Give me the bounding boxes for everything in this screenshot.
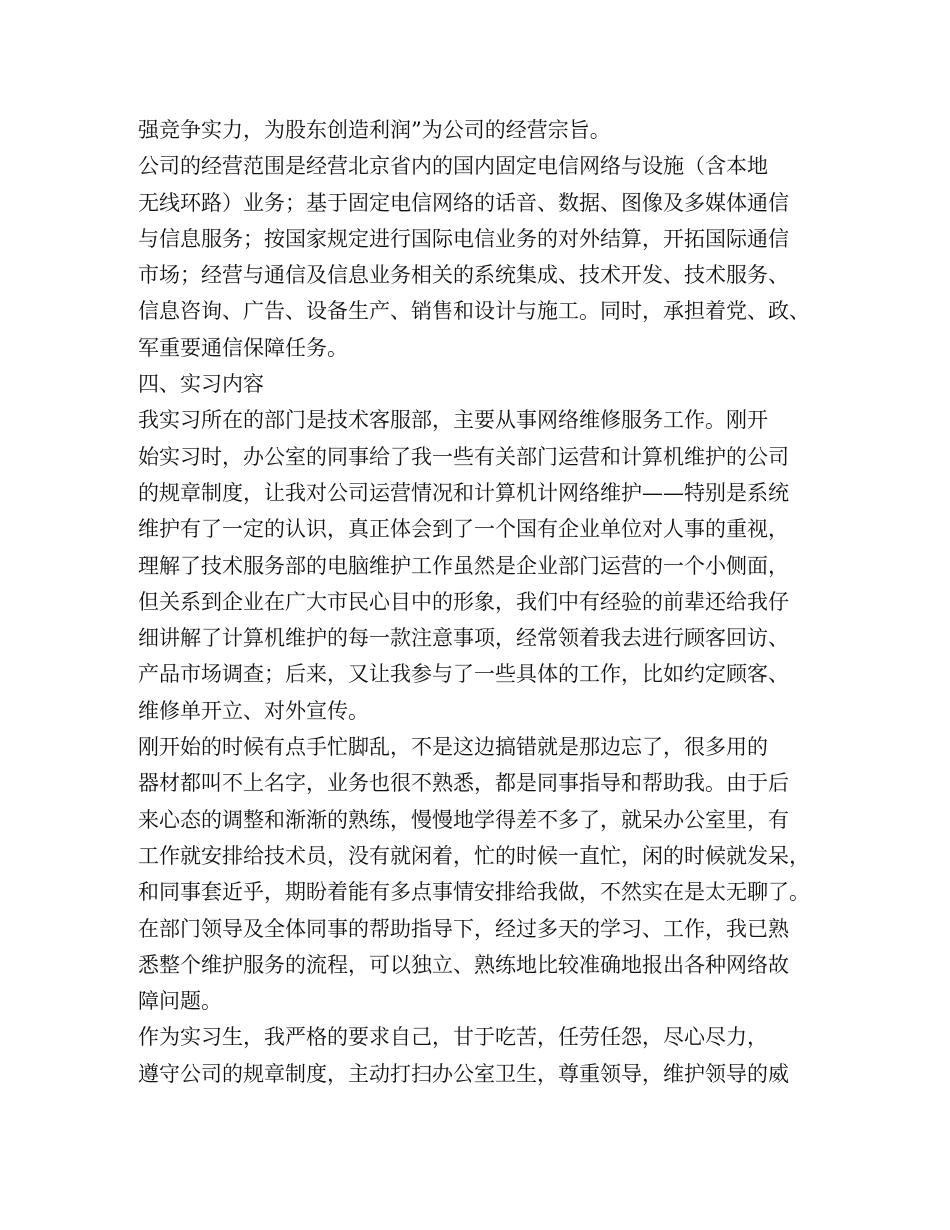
section-heading: 四、实习内容: [138, 372, 264, 397]
text-line: 无线环路）业务；基于固定电信网络的话音、数据、图像及多媒体通信: [138, 190, 789, 215]
text-line: 我实习所在的部门是技术客服部，主要从事网络维修服务工作。刚开: [138, 408, 768, 433]
text-line: 始实习时，办公室的同事给了我一些有关部门运营和计算机维护的公司: [138, 444, 789, 469]
text-line: 细讲解了计算机维护的每一款注意事项，经常领着我去进行顾客回访、: [138, 626, 789, 651]
text-line: 悉整个维护服务的流程，可以独立、熟练地比较准确地报出各种网络故: [138, 952, 789, 977]
text-line: 和同事套近乎，期盼着能有多点事情安排给我做，不然实在是太无聊了。: [138, 880, 810, 905]
text-line: 军重要通信保障任务。: [138, 335, 348, 360]
text-line: 器材都叫不上名字，业务也很不熟悉，都是同事指导和帮助我。由于后: [138, 771, 789, 796]
text-line: 在部门领导及全体同事的帮助指导下，经过多天的学习、工作，我已熟: [138, 916, 789, 941]
text-line: 但关系到企业在广大市民心目中的形象，我们中有经验的前辈还给我仔: [138, 589, 789, 614]
text-line: 信息咨询、广告、设备生产、销售和设计与施工。同时，承担着党、政、: [138, 299, 810, 324]
document-body: [138, 112, 838, 1092]
text-line: 维修单开立、对外宣传。: [138, 698, 369, 723]
text-line: 产品市场调查；后来，又让我参与了一些具体的工作，比如约定顾客、: [138, 662, 789, 687]
text-line: 作为实习生，我严格的要求自己，甘于吃苦，任劳任怨，尽心尽力，: [138, 1025, 768, 1050]
text-line: 刚开始的时候有点手忙脚乱，不是这边搞错就是那边忘了，很多用的: [138, 735, 768, 760]
text-line: 理解了技术服务部的电脑维护工作虽然是企业部门运营的一个小侧面，: [138, 553, 789, 578]
text-line: 遵守公司的规章制度，主动打扫办公室卫生，尊重领导，维护领导的威: [138, 1061, 789, 1086]
text-line: 工作就安排给技术员，没有就闲着，忙的时候一直忙，闲的时候就发呆，: [138, 843, 810, 868]
text-line: 障问题。: [138, 989, 222, 1014]
text-line: 的规章制度，让我对公司运营情况和计算机计网络维护——特别是系统: [138, 480, 789, 505]
text-line: 市场；经营与通信及信息业务相关的系统集成、技术开发、技术服务、: [138, 263, 789, 288]
text-line: 来心态的调整和渐渐的熟练，慢慢地学得差不多了，就呆办公室里，有: [138, 807, 789, 832]
text-line: 维护有了一定的认识，真正体会到了一个国有企业单位对人事的重视，: [138, 517, 789, 542]
text-line: 与信息服务；按国家规定进行国际电信业务的对外结算，开拓国际通信: [138, 226, 789, 251]
text-line: 强竞争实力，为股东创造利润”为公司的经营宗旨。: [138, 118, 611, 142]
text-line: 公司的经营范围是经营北京省内的国内固定电信网络与设施（含本地: [138, 154, 768, 179]
